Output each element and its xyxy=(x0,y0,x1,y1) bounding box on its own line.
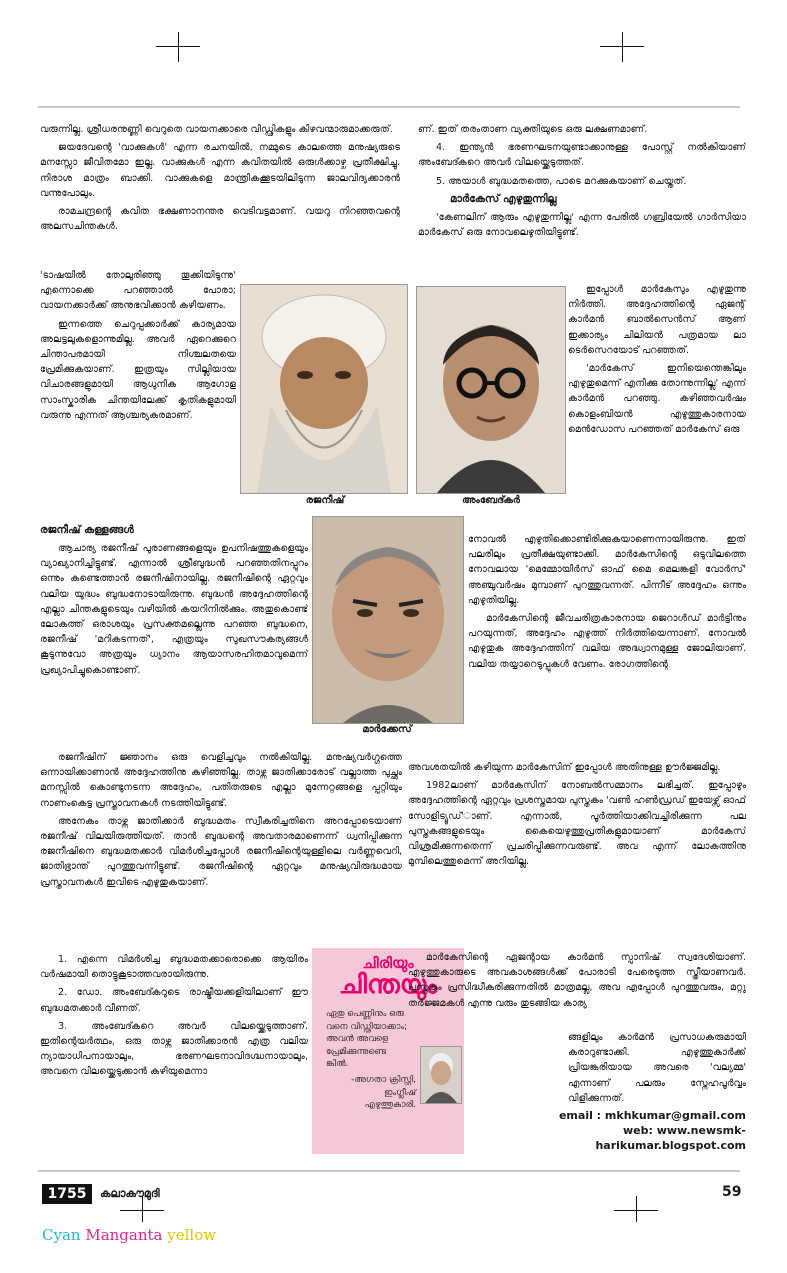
magenta-label: Manganta xyxy=(85,1226,163,1244)
contact-block xyxy=(520,1108,746,1153)
paragraph: രജനീഷിന് ജ്ഞാനം ഒരു വെളിച്ചവും നൽകിയില്ല. മനുഷ്യവർഗ്ഗത്തെ ഒന്നായിക്കാണാൻ അദ്ദേഹത്തിനു കഴിഞ്ഞില്ല. താഴ്ന്ന ജാതിക്കാരോട് വല്ലാത്ത പുച്ഛം മനസ്സിൽ കൊണ്ടുനടന്ന അദ്ദേഹം, പതിതരുടെ എല്ലാ മുന്നേറ്റങ്ങളെ പ്പറ്റിയും നാണംകെട്ട പ്രസ്താവനകൾ നടത്തിയിട്ടുണ്ട്. xyxy=(40,752,402,809)
right-column-wrap xyxy=(568,282,746,530)
page-number: 59 xyxy=(722,1184,742,1200)
crop-mark xyxy=(120,1210,164,1211)
paragraph: ഇന്നത്തെ ചെറുപ്പക്കാർക്ക് കാര്യമായ അലട്ടലുകളൊന്നുമില്ല. അവർ ഏറെക്കുറെ ചിന്താപരമായി നിശ്ചലതയെ പ്രേമിക്കുകയാണ്. ഇത്രയും സില്ലിയായ വിചാരങ്ങളുമായി ആധുനിക ആഗോള സാംസ്കാരിക ചിന്തയിലേക്ക് കൃതികളുമായി വരുന്നു എന്നത് ആശ്ചര്യകരമാണ്. xyxy=(40,318,236,421)
right-column-ad-top xyxy=(408,950,746,1030)
paragraph: ആചാര്യ രജനീഷ് പുരാണങ്ങളെയും ഉപനിഷത്തുകളെയും വ്യാഖ്യാനിച്ചിട്ടുണ്ട്. എന്നാൽ ശ്രീബുദ്ധൻ പറഞ്ഞതിനപ്പുറം ഒന്നും കണ്ടെത്താൻ രജനീഷിനായില്ല. രജനീഷിന്റെ ഏറ്റവും വലിയ യുദ്ധം ബുദ്ധനോടായിരുന്നു. ബുദ്ധൻ അദ്ദേഹത്തിന്റെ എല്ലാ ചിന്തകളുടെയും വഴിയിൽ കയറിനിൽക്കും. അതുകൊണ്ട് ലോകത്ത് ഒരാശയും പ്രസക്തമല്ലെന്നു പറഞ്ഞ ബുദ്ധനെ, രജനീഷ് 'മറികടന്നത്', എത്രയും സുഖസൗകര്യങ്ങൾ കൂടുന്നുവോ അത്രയും ധ്യാനം ആയാസരഹിതമാവുമെന്ന് പ്രഖ്യാപിച്ചുകൊണ്ടാണ്. xyxy=(40,543,308,676)
quote-line: പ്രേമിക്കുന്നുണ്ടെ xyxy=(326,1046,387,1057)
left-column-end xyxy=(40,952,308,1162)
agatha-christie-portrait xyxy=(421,1047,461,1103)
right-column-ad-bottom xyxy=(568,1030,746,1106)
right-column-lower xyxy=(408,760,746,948)
paragraph: വരുന്നില്ല. ശ്രീധരനുണ്ണി വെറുതെ വായനക്കാരെ വിഡ്ഢികളും കിഴവന്മാരുമാക്കരുത്. xyxy=(40,124,393,135)
rajneesh-caption: രജനീഷ് xyxy=(305,495,345,506)
paragraph: ജയദേവന്റെ 'വാക്കുകൾ' എന്ന രചനയിൽ, നമ്മുടെ കാലത്തെ മനുഷ്യരുടെ മനസ്സോ ജീവിതമോ ഇല്ല. വാക്കുകൾ എന്ന കവിതയിൽ ഒരുൾക്കാഴ്ച പ്രതീക്ഷിച്ചു. നിരാശ മാത്രം ബാക്കി. വാക്കുകളെ മാന്ത്രികക്കൂടയിലിടുന്ന ജാലവിദ്യക്കാരൻ വന്നുപോലും. xyxy=(40,142,400,199)
marquez-caption: മാർക്കേസ് xyxy=(362,724,412,735)
crop-mark xyxy=(156,46,200,47)
paragraph: 4. ഇന്ത്യൻ ഭരണഘടനയുണ്ടാക്കാനുള്ള പോസ്റ്റ് നൽകിയാണ് അംബേദ്കറെ അവർ വിലയ്ക്കെടുത്തത്. xyxy=(418,142,746,169)
rajneesh-photo xyxy=(240,284,408,494)
paragraph: 5. അയാൾ ബുദ്ധമതത്തെ, പാടെ മറക്കുകയാണ് ചെയ്തത്. xyxy=(436,175,687,187)
paragraph: ണ്. ഇത് തരംതാണ വ്യക്തിയുടെ ഒരു ലക്ഷണമാണ്. xyxy=(418,124,648,135)
quote-attribution xyxy=(336,1074,416,1112)
website-url-part1[interactable]: web: www.newsmk- xyxy=(622,1124,746,1137)
marquez-section-heading: മാർകേസ് എഴുതുന്നില്ല xyxy=(450,192,557,205)
ambedkar-portrait xyxy=(417,287,565,493)
paragraph: അനേകം താഴ്ന്ന ജാതിക്കാർ ബുദ്ധമതം സ്വീകരിച്ചതിനെ അറപ്പോടെയാണ് രജനീഷ് വിലയിരുത്തിയത്. താൻ ബുദ്ധന്റെ അവതാരമാണെന്ന് ധ്വനിപ്പിക്കുന്ന രജനീഷിനെ ബുദ്ധമതക്കാർ വിമർശിച്ചപ്പോൾ രജനീഷിന്റെയുള്ളിലെ വർണ്ണവെറി, ജാതിഭ്രാന്ത് പുറത്തുവന്നിട്ടുണ്ട്. രജനീഷിന്റെ ഏറ്റവും മനുഷ്യവിരുദ്ധമായ പ്രസ്താവനകൾ ഇവിടെ എഴുതുകയാണ്. xyxy=(40,815,402,888)
paragraph: നോവൽ എഴുതിക്കൊണ്ടിരിക്കുകയാണെന്നായിരുന്നു. ഇത് പലരിലും പ്രതീക്ഷയുണ്ടാക്കി. മാർകേസിന്റെ ഒടുവിലത്തെ നോവലായ 'മെമ്മോയിർസ് ഓഫ് മൈ മെലങ്കളി വോർസ്' അഞ്ചുവർഷം മുമ്പാണ് പുറത്തുവന്നത്. പിന്നീട് അദ്ദേഹം ഒന്നും എഴുതിയില്ല. xyxy=(468,534,746,606)
quote-box-title-2: ചിന്തയും xyxy=(338,970,438,1000)
top-rule xyxy=(38,106,740,108)
crop-mark xyxy=(614,1210,658,1211)
paragraph: 'ടാഷയിൽ തോലുരിഞ്ഞു തൂക്കിയിടുന്നു' എന്നൊക്കെ പറഞ്ഞാൽ പോരാ; വായനക്കാർക്ക് അനുഭവിക്കാൻ കഴിയണം. xyxy=(40,270,236,312)
yellow-label: yellow xyxy=(167,1226,217,1244)
attribution-line: ഇംഗ്ലീഷ് xyxy=(384,1087,416,1098)
rajneesh-section-heading: രജനീഷ് കള്ളങ്ങൾ xyxy=(40,524,134,536)
paragraph: 1. എന്നെ വിമർശിച്ച ബുദ്ധമതക്കാരൊക്കെ ആയിരം വർഷമായി തൊട്ടുകൂടാത്തവരായിരുന്നു. xyxy=(40,954,308,981)
quote-box-title-1: ചിരിയും xyxy=(362,954,414,972)
website-url-part2[interactable]: harikumar.blogspot.com xyxy=(595,1139,746,1152)
paragraph: 3. അംബേദ്കറെ അവർ വിലയ്ക്കെടുത്താണ്. ഇതിന്റെയർത്ഥം, ഒരു താഴ്ന്ന ജാതിക്കാരൻ എത്ര വലിയ ന്യായാധിപനായാലും, ഭരണഘടനാവിദഗ്ദ്ധനായാലും, അവനെ വിലയ്ക്കെടുക്കാൻ കഴിയുമെന്നാ xyxy=(40,1020,308,1078)
magazine-name: കലാകൗമുദി xyxy=(100,1187,160,1200)
crop-mark xyxy=(622,32,623,62)
paragraph: 2. ഡോ. അംബേദ്കറുടെ രാഷ്ട്രീയക്കളിയിലാണ് ഈ ബുദ്ധമതക്കാർ വീണത്. xyxy=(40,987,308,1014)
registration-marks xyxy=(42,1226,216,1244)
paragraph: 'കേണലിന് ആരും എഴുതുന്നില്ല' എന്ന പേരിൽ ഗബ്രിയേൽ ഗാർസിയാ മാർകേസ് ഒരു നോവലെഴുതിയിട്ടുണ്ട്. xyxy=(418,211,746,239)
email-address[interactable]: email : mkhkumar@gmail.com xyxy=(558,1109,746,1122)
paragraph: 1982ലാണ് മാർകേസിന് നോബൽസമ്മാനം ലഭിച്ചത്. ഇപ്പോഴും അദ്ദേഹത്തിന്റെ ഏറ്റവും പ്രശസ്തമായ പുസ്തകം 'വൺ ഹൺഡ്രഡ് ഇയേഴ്സ് ഓഫ് സോളിട്യൂഡ്'ാണ്. എന്നാൽ, പൂർത്തിയാക്കിവച്ചിരിക്കുന്ന പല പുസ്തകങ്ങളുടെയും കൈയെഴുത്തുപ്രതികളുമായാണ് മാർകേസ് വിശ്രമിക്കുന്നതെന്ന് പ്രചരിപ്പിക്കുന്നവരുണ്ട്. അവ എന്ന് ലോകത്തിനു മുമ്പിലെത്തുമെന്ന് അറിയില്ല. xyxy=(408,780,746,868)
rajneesh-portrait xyxy=(241,285,407,493)
issue-number: 1755 xyxy=(42,1184,92,1204)
agatha-christie-photo xyxy=(420,1046,462,1104)
paragraph: അവശതയിൽ കഴിയുന്ന മാർകേസിന് ഇപ്പോൾ അതിനുള്ള ഊർജ്ജമില്ല. xyxy=(408,762,721,773)
paragraph: 'മാർകേസ് ഇനിയെന്തെങ്കിലും എഴുതുമെന്ന് എനിക്കു തോന്നുന്നില്ല' എന്ന് കാർമൻ പറഞ്ഞു. കഴിഞ്ഞവർഷം കൊളംബിയൻ എഴുത്തുകാരനായ മെൻഡോസ പറഞ്ഞത് മാർകേസ് ഒരു xyxy=(568,363,746,435)
marquez-photo xyxy=(312,516,464,724)
left-column-lower xyxy=(40,750,402,950)
left-column-wrap xyxy=(40,268,236,496)
left-column-top xyxy=(40,122,400,264)
attribution-line: -അഗതാ ക്രിസ്റ്റി, xyxy=(351,1075,416,1085)
paragraph: മാർകേസിന്റെ ജീവചരിത്രകാരനായ ജെറാൾഡ് മാർട്ടിനും പറയുന്നത്, അദ്ദേഹം എഴുത്ത് നിർത്തിയെന്നാണ്. നോവൽ എഴുതുക അദ്ദേഹത്തിന് വലിയ അദ്ധ്വാനമുള്ള ജോലിയാണ്. വലിയ തയ്യാറെടുപ്പുകൾ വേണം. രോഗത്തിന്റെ xyxy=(468,613,746,670)
crop-mark xyxy=(178,32,179,62)
bottom-rule xyxy=(38,1170,740,1172)
marquez-portrait xyxy=(313,517,463,723)
right-column-top xyxy=(418,122,746,280)
cyan-label: Cyan xyxy=(42,1226,81,1244)
paragraph: മാർകേസിന്റെ ഏജന്റായ കാർമൻ സ്പാനിഷ് സ്വദേശിയാണ്. എഴുത്തുകാരുടെ അവകാശങ്ങൾക്ക് പോരാടി പേരെടുത്ത സ്ത്രീയാണവർ. പുസ്തകം പ്രസിദ്ധീകരിക്കുന്നതിൽ മാത്രമല്ല, അവ എപ്പോൾ പുറത്തുവരും, മറ്റു തർജ്ജമകൾ എന്നു വരും തുടങ്ങിയ കാര്യ xyxy=(408,952,746,1009)
crop-mark xyxy=(600,46,644,47)
ambedkar-caption: അംബേദ്കർ xyxy=(462,495,520,506)
paragraph: രാമചന്ദ്രന്റെ കവിത ഭക്ഷണാനന്തര വെടിവട്ടമാണ്. വയറു നിറഞ്ഞവന്റെ അലസചിന്തകൾ. xyxy=(40,206,400,233)
attribution-line: എഴുത്തുകാരി. xyxy=(364,1100,416,1110)
paragraph: ങ്ങളിലും കാർമൻ പ്രസാധകരുമായി കരാറുണ്ടാക്കി. എഴുത്തുകാർക്ക് പ്രിയങ്കരിയായ അവരെ 'വല്യമ്മ' എന്നാണ് പലരും സ്നേഹപൂർവ്വം വിളിക്കുന്നത്. xyxy=(568,1032,746,1104)
quote-line: അവൻ അവളെ xyxy=(326,1034,389,1044)
quote-line: ഏതു പെണ്ണിനും ഒരു xyxy=(326,1009,404,1019)
paragraph: ഇപ്പോൾ മാർകേസും എഴുതുന്നു നിർത്തി. അദ്ദേഹത്തിന്റെ ഏജന്റ് കാർമൻ ബാൽസെൻസ് ആണ് ഇക്കാര്യം ചിലിയൻ പത്രമായ ലാ ടെർസെറയോട് പറഞ്ഞത്. xyxy=(568,284,746,356)
right-column-mid xyxy=(468,532,746,758)
quote-line: വനെ വിഡ്ഢിയാക്കാം; xyxy=(326,1021,407,1032)
quote-line: ങ്കിൽ. xyxy=(326,1059,349,1069)
crop-mark xyxy=(636,1196,637,1222)
ambedkar-photo xyxy=(416,286,566,494)
left-column-bottom xyxy=(40,520,308,720)
